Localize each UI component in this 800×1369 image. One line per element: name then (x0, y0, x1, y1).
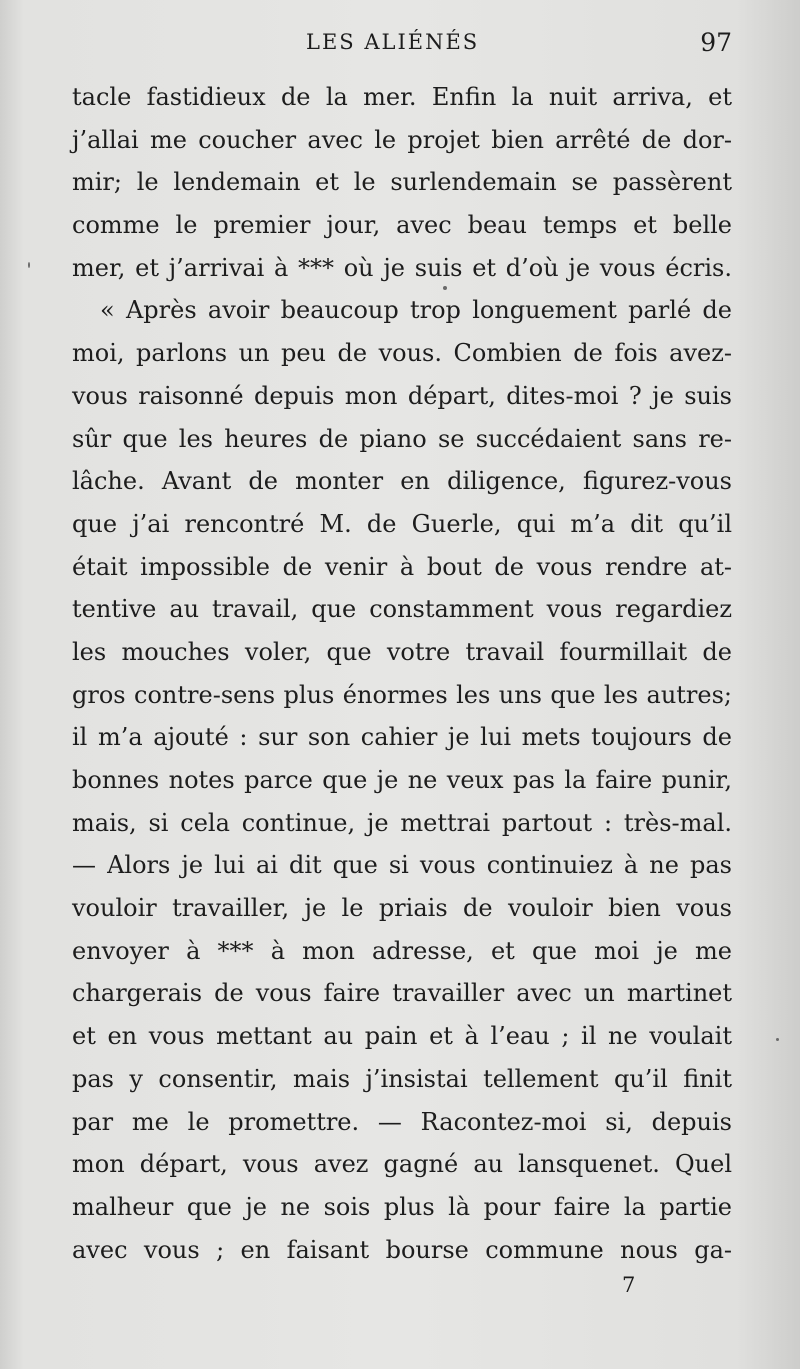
paper-speck (443, 286, 447, 290)
text-line: mer, et j’arrivai à *** où je suis et d’où je vous écris. (72, 253, 732, 282)
text-line: envoyer à *** à mon adresse, et que moi je me (72, 936, 732, 965)
text-line: avec vous ; en faisant bourse commune nous ga- (72, 1235, 732, 1264)
text-line: il m’a ajouté : sur son cahier je lui mets toujours de (72, 723, 732, 752)
text-line: chargerais de vous faire travailler avec un martinet (72, 979, 732, 1008)
text-line: lâche. Avant de monter en diligence, figurez-vous (72, 467, 732, 496)
text-line: vouloir travailler, je le priais de vouloir bien vous (72, 894, 732, 923)
text-line: bonnes notes parce que je ne veux pas la faire punir, (72, 766, 732, 794)
signature-mark: 7 (622, 1273, 636, 1297)
text-line: mais, si cela continue, je mettrai partout : très-mal. (72, 808, 732, 837)
running-title: LES ALIÉNÉS (306, 30, 480, 54)
text-line: — Alors je lui ai dit que si vous continuiez à ne pas (72, 851, 732, 880)
text-line: tentive au travail, que constamment vous regardiez (72, 595, 732, 624)
text-line: tacle fastidieux de la mer. Enfin la nuit arriva, et (72, 83, 732, 111)
text-line: par me le promettre. — Racontez-moi si, depuis (72, 1107, 732, 1136)
text-line: que j’ai rencontré M. de Guerle, qui m’a dit qu’il (72, 509, 732, 538)
text-line: était impossible de venir à bout de vous rendre at- (72, 552, 732, 581)
text-line: malheur que je ne sois plus là pour faire la partie (72, 1192, 732, 1221)
text-line: les mouches voler, que votre travail fourmillait de (72, 637, 732, 666)
text-line: pas y consentir, mais j’insistai tellement qu’il finit (72, 1064, 732, 1093)
text-line: vous raisonné depuis mon départ, dites-moi ? je suis (72, 381, 732, 410)
page-number: 97 (700, 28, 732, 57)
text-line: gros contre-sens plus énormes les uns que les autres; (72, 680, 732, 709)
text-line: moi, parlons un peu de vous. Combien de fois avez- (72, 339, 732, 368)
text-line: « Après avoir beaucoup trop longuement parlé de (100, 296, 732, 325)
text-line: et en vous mettant au pain et à l’eau ; il ne voulait (72, 1022, 732, 1051)
running-head (72, 28, 732, 64)
text-line: j’allai me coucher avec le projet bien arrêté de dor- (72, 125, 732, 154)
body-text (72, 76, 732, 1271)
paper-speck (776, 1038, 779, 1041)
text-line: sûr que les heures de piano se succédaient sans re- (72, 424, 732, 453)
paper-speck (28, 262, 30, 268)
text-line: comme le premier jour, avec beau temps et belle (72, 211, 732, 240)
text-line: mon départ, vous avez gagné au lansquenet. Quel (72, 1150, 732, 1179)
text-line: mir; le lendemain et le surlendemain se passèrent (72, 168, 732, 197)
